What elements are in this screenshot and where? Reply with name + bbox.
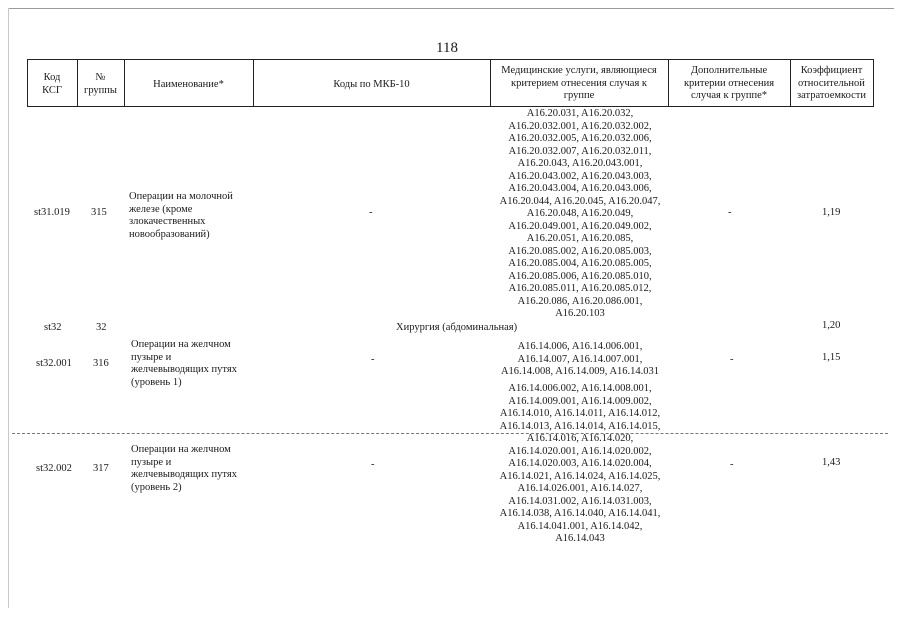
service-codes: A16.14.006.002, A16.14.008.001, A16.14.009.001, A16.14.009.002, A16.14.010, A16.14.011, A16.14.012, A16.14.013, A16.14.014, A16.14.015, A16.14.016, A16.14.020, A16.14.020.001, A16.14.020.002, A16.14.020.003, A16.14.020.004, A16.14.021, A16.14.024, A16.14.025, A16.14.026.001, A16.14.027, A16.14.031.002, A16.14.031.003, A16.14.038, A16.14.040, A16.14.041, A16.14.041.001, A16.14.042, A16.14.043: [499, 383, 661, 544]
service-codes: A16.14.006, A16.14.006.001, A16.14.007, A16.14.007.001, A16.14.008, A16.14.009, A16.14.031: [500, 341, 660, 377]
extra-criteria-value: -: [730, 459, 734, 470]
header-ksg-code: Код КСГ: [42, 72, 62, 96]
ksg-code: st32.001: [36, 358, 72, 369]
header-mkb-codes: Коды по МКБ-10: [333, 79, 410, 90]
ksg-code: st32.002: [36, 463, 72, 474]
service-name: Операции на молочной железе (кроме злокачественных новообразований): [129, 191, 233, 240]
group-number: 315: [91, 207, 107, 218]
section-title: Хирургия (абдоминальная): [396, 322, 518, 333]
scan-border-left: [8, 8, 9, 608]
group-number: 316: [93, 358, 109, 369]
service-name: Операции на желчном пузыре и желчевыводящих путях (уровень 2): [131, 444, 237, 493]
coefficient-value: 1,20: [822, 320, 841, 331]
service-codes: A16.20.031, A16.20.032, A16.20.032.001, A16.20.032.002, A16.20.032.005, A16.20.032.006, A16.20.032.007, A16.20.032.011, A16.20.043, A16.20.043.001, A16.20.043.002, A16.20.043.003, A16.20.043.004, A16.20.043.006, A16.20.044, A16.20.045, A16.20.047, A16.20.048, A16.20.049, A16.20.049.001, A16.20.049.002, A16.20.051, A16.20.085, A16.20.085.002, A16.20.085.003, A16.20.085.004, A16.20.085.005, A16.20.085.006, A16.20.085.010, A16.20.085.011, A16.20.085.012, A16.20.086, A16.20.086.001, A16.20.103: [499, 108, 661, 319]
header-bottom-border: [27, 106, 873, 107]
group-number: 32: [96, 322, 107, 333]
col-divider: [873, 59, 874, 107]
coefficient-value: 1,15: [822, 352, 841, 363]
header-extra-criteria: Дополнительные критерии отнесения случая к группе*: [683, 65, 775, 101]
table-top-border: [27, 59, 873, 60]
row-divider: [12, 433, 888, 434]
extra-criteria-value: -: [730, 354, 734, 365]
mkb-value: -: [369, 207, 373, 218]
header-name: Наименование*: [153, 79, 224, 90]
group-number: 317: [93, 463, 109, 474]
page-number: 118: [436, 40, 458, 56]
service-name: Операции на желчном пузыре и желчевыводящих путях (уровень 1): [131, 339, 237, 388]
mkb-value: -: [371, 354, 375, 365]
mkb-value: -: [371, 459, 375, 470]
ksg-code: st32: [44, 322, 62, 333]
header-medical-services: Медицинские услуги, являющиеся критерием отнесения случая к группе: [501, 65, 657, 101]
header-coefficient: Коэффициент относительной затратоемкости: [797, 65, 866, 101]
scan-border-top: [8, 8, 894, 9]
extra-criteria-value: -: [728, 207, 732, 218]
ksg-code: st31.019: [34, 207, 70, 218]
coefficient-value: 1,19: [822, 207, 841, 218]
header-group-number: № группы: [84, 72, 117, 96]
coefficient-value: 1,43: [822, 457, 841, 468]
